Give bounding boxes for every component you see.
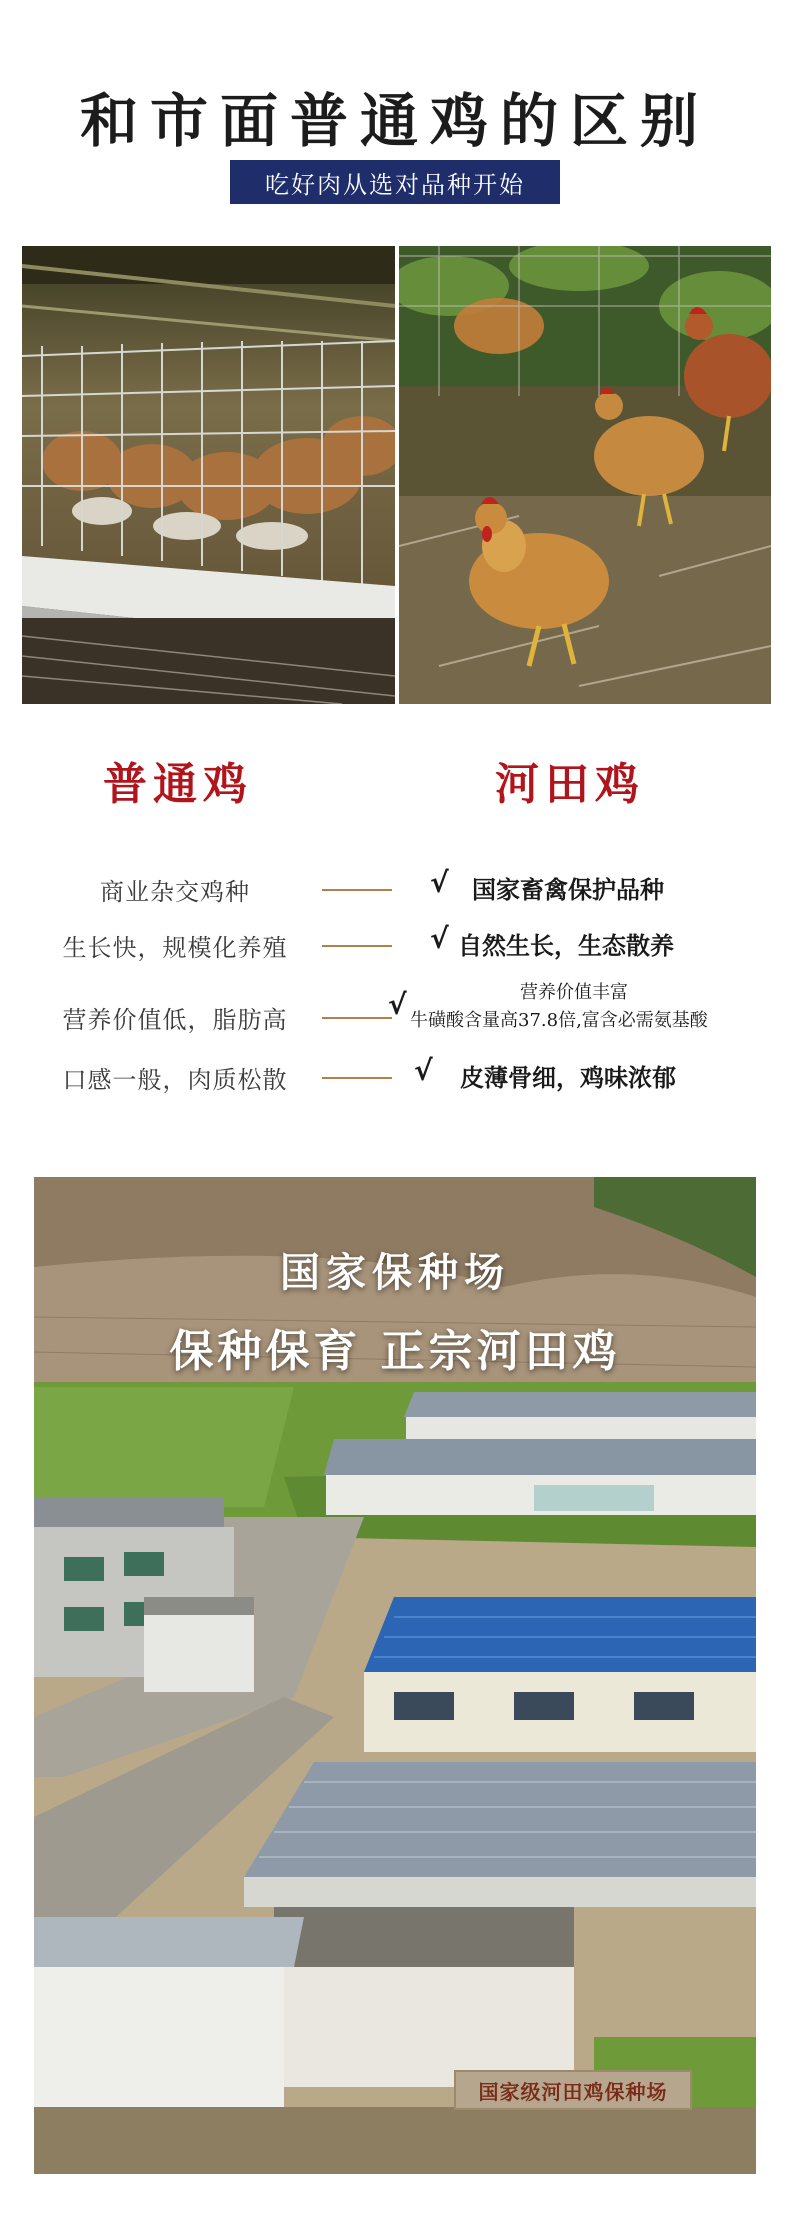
comparison-row bbox=[0, 862, 790, 912]
divider-dash bbox=[322, 1077, 392, 1079]
common-trait: 口感一般，肉质松散 bbox=[62, 1066, 288, 1094]
caged-chickens-illustration bbox=[22, 246, 395, 704]
free-range-chickens-photo bbox=[399, 246, 771, 704]
hetian-trait: 国家畜禽保护品种 bbox=[472, 875, 664, 904]
free-range-chickens-illustration bbox=[399, 246, 771, 704]
farm-sign: 国家级河田鸡保种场 bbox=[454, 2070, 692, 2110]
comparison-row bbox=[0, 978, 790, 1042]
caged-chickens-photo bbox=[22, 246, 395, 704]
check-icon: √ bbox=[430, 922, 449, 955]
divider-dash bbox=[322, 945, 392, 947]
common-chicken-heading: 普通鸡 bbox=[103, 759, 253, 810]
check-icon: √ bbox=[414, 1054, 433, 1087]
divider-dash bbox=[322, 889, 392, 891]
common-trait: 营养价值低，脂肪高 bbox=[62, 1006, 288, 1034]
comparison-row bbox=[0, 1050, 790, 1100]
hetian-trait-line1: 营养价值丰富 bbox=[520, 982, 628, 1003]
common-trait: 生长快，规模化养殖 bbox=[62, 934, 288, 962]
hetian-trait: 皮薄骨细，鸡味浓郁 bbox=[460, 1063, 676, 1092]
farm-caption-title: 国家保种场 bbox=[280, 1249, 510, 1296]
divider-dash bbox=[322, 1017, 392, 1019]
farm-caption-slogan: 保种保育 正宗河田鸡 bbox=[169, 1326, 621, 1377]
hetian-trait: 自然生长，生态散养 bbox=[458, 931, 674, 960]
check-icon: √ bbox=[430, 866, 449, 899]
subtitle-badge: 吃好肉从选对品种开始 bbox=[230, 160, 560, 204]
hetian-chicken-heading: 河田鸡 bbox=[495, 759, 645, 810]
comparison-row bbox=[0, 918, 790, 968]
page-title: 和市面普通鸡的区别 bbox=[79, 87, 710, 155]
hetian-trait-line2: 牛磺酸含量高37.8倍,富含必需氨基酸 bbox=[410, 1010, 708, 1031]
common-trait: 商业杂交鸡种 bbox=[100, 878, 250, 906]
breeding-farm-photo bbox=[34, 1177, 756, 2174]
check-icon: √ bbox=[388, 988, 407, 1021]
